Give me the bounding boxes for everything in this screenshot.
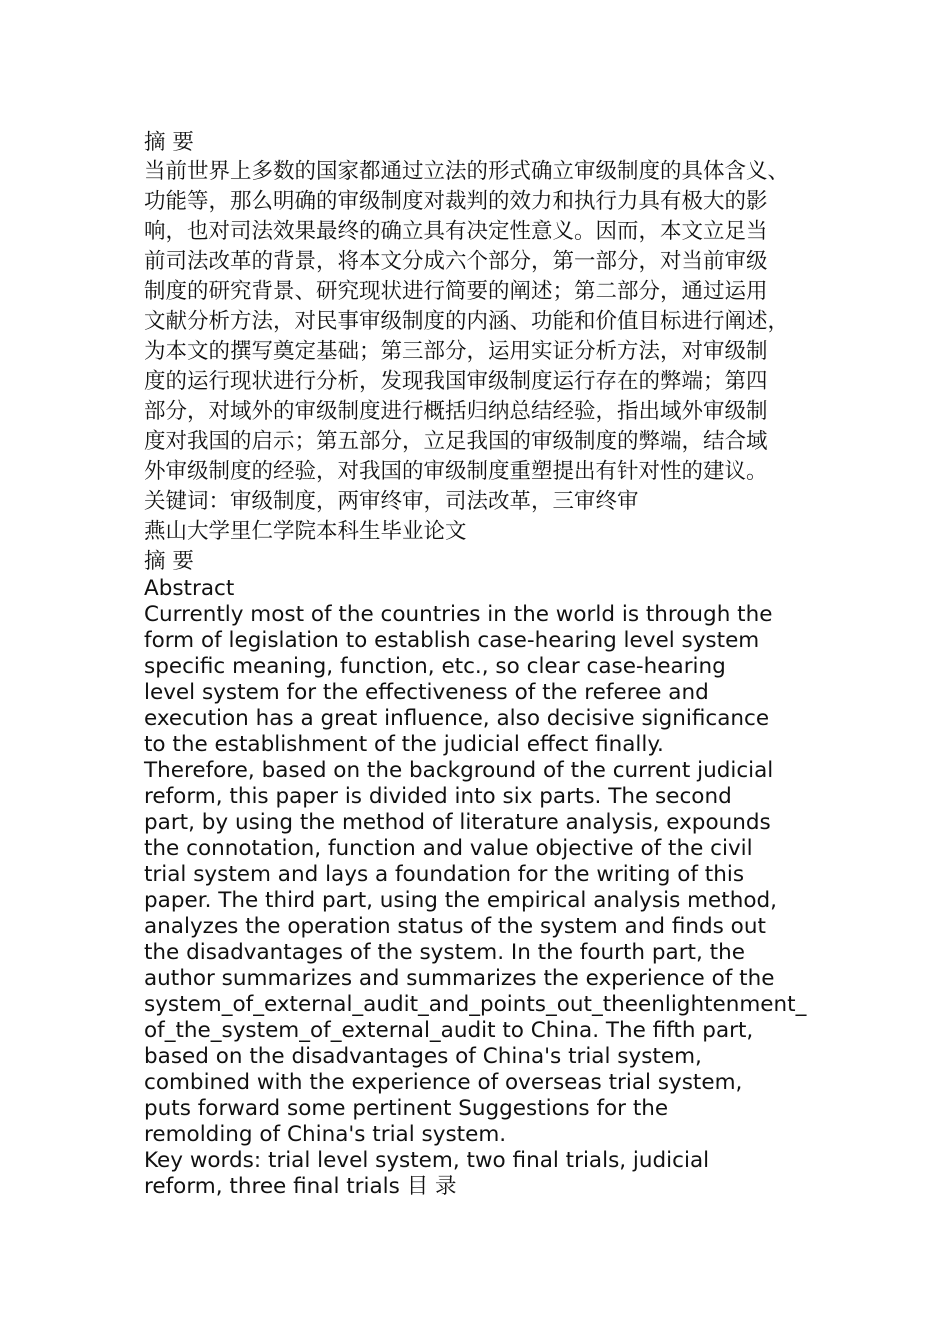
en-abstract-body: Currently most of the countries in the world is through the form of legislation to establish case-hearing level system specific meaning, function, etc., so clear case-hearing level system for the effectiveness of the referee and execution has a great influence, also decisive significance to the establishment of the judicial effect finally. Therefore, based on the background of the current judicial reform, this paper is divided into six parts. The second part, by using the method of literature analysis, expounds the connotation, function and value objective of the civil trial system and lays a foundation for the writing of this paper. The third part, using the empirical analysis method, analyzes the operation status of the system and finds out the disadvantages of the system. In the fourth part, the author summarizes and summarizes the experience of the system_of_external_audit_and_points_out_theenlightenment_ of_the_system_of_external_audit to China. The fifth part, based on the disadvantages of China's trial system, combined with the experience of overseas trial system, puts forward some pertinent Suggestions for the remolding of China's trial system. <box>144 602 807 1147</box>
en-abstract-title: Abstract <box>144 576 235 601</box>
cn-keywords: 关键词：审级制度，两审终审，司法改革，三审终审 <box>144 489 639 514</box>
toc-heading: 目 录 <box>406 1174 457 1199</box>
en-keywords-line-2 <box>144 1174 808 1200</box>
cn-abstract-heading-repeat: 摘 要 <box>144 549 194 574</box>
document-content <box>144 128 808 1200</box>
en-keywords-line-1: Key words: trial level system, two final trials, judicial <box>144 1148 710 1173</box>
school-line: 燕山大学里仁学院本科生毕业论文 <box>144 519 467 544</box>
en-keywords-tail: reform, three final trials <box>144 1174 400 1199</box>
cn-abstract-heading: 摘 要 <box>144 130 194 155</box>
cn-abstract-body: 当前世界上多数的国家都通过立法的形式确立审级制度的具体含义、 功能等，那么明确的审级制度对裁判的效力和执行力具有极大的影 响，也对司法效果最终的确立具有决定性意义。因而，本文立足当 前司法改革的背景，将本文分成六个部分，第一部分，对当前审级 制度的研究背景、研究现状进行简要的阐述；第二部分，通过运用 文献分析方法，对民事审级制度的内涵、功能和价值目标进行阐述， 为本文的撰写奠定基础；第三部分，运用实证分析方法，对审级制 度的运行现状进行分析，发现我国审级制度运行存在的弊端；第四 部分，对域外的审级制度进行概括归纳总结经验，指出域外审级制 度对我国的启示；第五部分，立足我国的审级制度的弊端，结合域 外审级制度的经验，对我国的审级制度重塑提出有针对性的建议。 <box>144 159 790 484</box>
